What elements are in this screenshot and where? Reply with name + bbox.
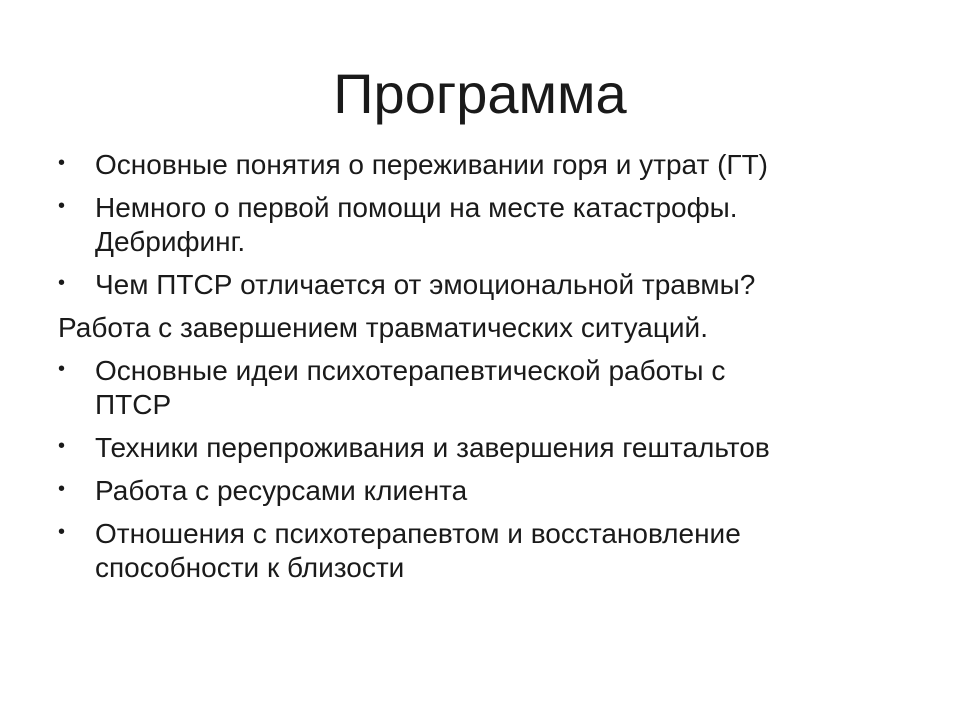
list-item-text: Чем ПТСР отличается от эмоциональной травмы? bbox=[95, 269, 756, 300]
list-item-6 bbox=[58, 474, 898, 508]
list-item-text: Основные идеи психотерапевтической работы с ПТСР bbox=[95, 355, 726, 420]
list-item-1 bbox=[58, 148, 898, 182]
bullet-icon: • bbox=[58, 521, 66, 543]
list-item-text: Техники перепроживания и завершения гештальтов bbox=[95, 432, 770, 463]
slide-content bbox=[58, 148, 898, 594]
list-item-4 bbox=[58, 354, 898, 422]
section-heading bbox=[58, 311, 898, 345]
bullet-icon: • bbox=[58, 195, 66, 217]
list-item-text: Работа с ресурсами клиента bbox=[95, 475, 468, 506]
list-item-text: Немного о первой помощи на месте катастрофы. Дебрифинг. bbox=[95, 192, 738, 257]
list-item-text: Отношения с психотерапевтом и восстановление способности к близости bbox=[95, 518, 741, 583]
list-item-text: Основные понятия о переживании горя и утрат (ГТ) bbox=[95, 149, 768, 180]
bullet-icon: • bbox=[58, 358, 66, 380]
bullet-icon: • bbox=[58, 272, 66, 294]
list-item-5 bbox=[58, 431, 898, 465]
section-heading-text: Работа с завершением травматических ситуаций. bbox=[58, 312, 708, 343]
slide-title: Программа bbox=[333, 62, 627, 125]
bullet-icon: • bbox=[58, 478, 66, 500]
list-item-2 bbox=[58, 191, 898, 259]
list-item-3 bbox=[58, 268, 898, 302]
bullet-icon: • bbox=[58, 152, 66, 174]
bullet-icon: • bbox=[58, 435, 66, 457]
list-item-7 bbox=[58, 517, 898, 585]
